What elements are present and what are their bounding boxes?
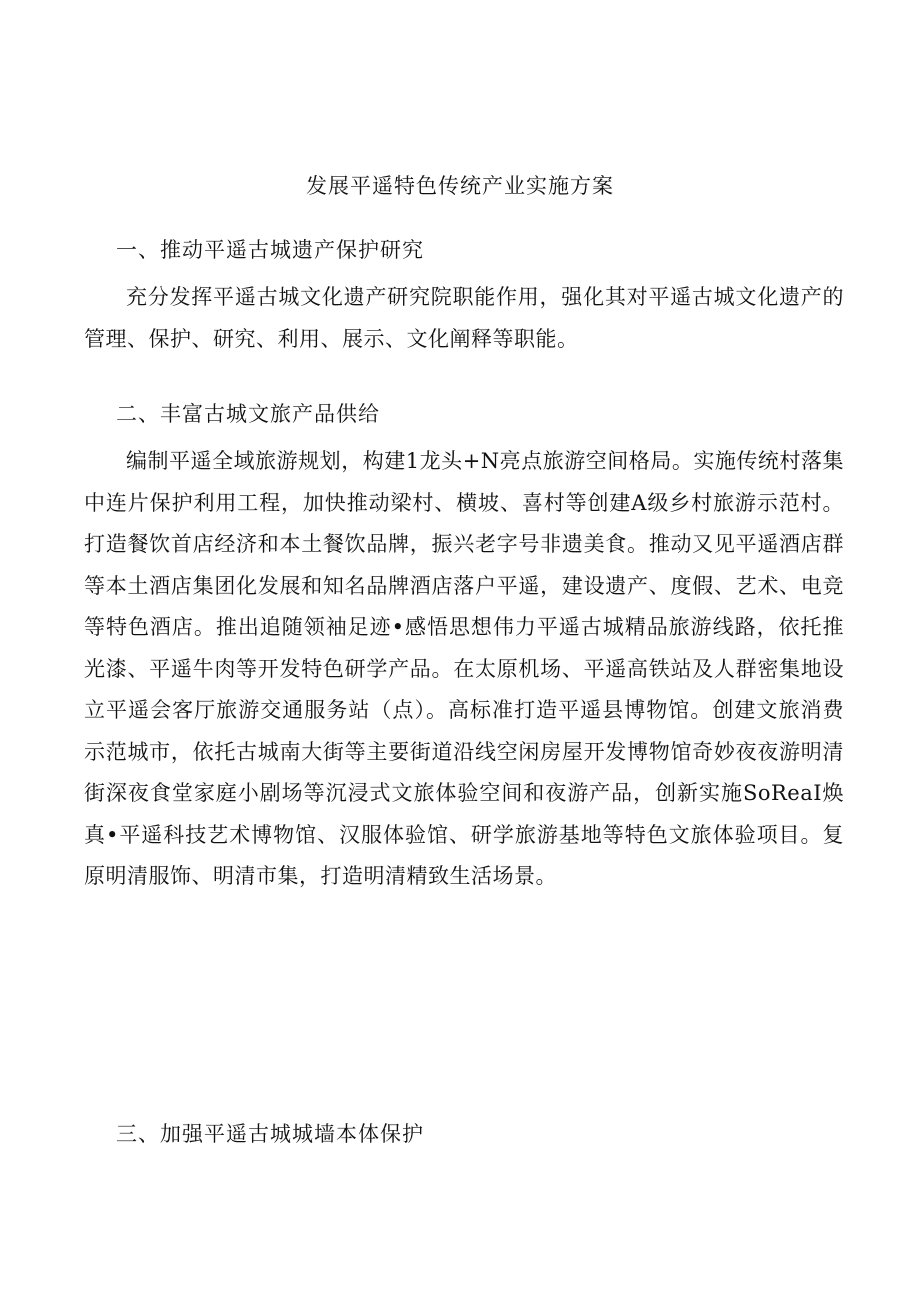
section-heading-1: 一、推动平遥古城遗产保护研究 [116, 238, 424, 262]
section-body-1: 充分发挥平遥古城文化遗产研究院职能作用，强化其对平遥古城文化遗产的管理、保护、研究、利用、展示、文化阐释等职能。 [84, 285, 844, 351]
section-body-2: 编制平遥全域旅游规划，构建1龙头+N亮点旅游空间格局。实施传统村落集中连片保护利用工程，加快推动梁村、横坡、喜村等创建A级乡村旅游示范村。打造餐饮首店经济和本土餐饮品牌，振兴老字号非遗美食。推动又见平遥酒店群等本土酒店集团化发展和知名品牌酒店落户平遥，建设遗产、度假、艺术、电竞等特色酒店。推出追随领袖足迹•感悟思想伟力平遥古城精品旅游线路，依托推光漆、平遥牛肉等开发特色研学产品。在太原机场、平遥高铁站及人群密集地设立平遥会客厅旅游交通服务站（点）。高标准打造平遥县博物馆。创建文旅消费示范城市，依托古城南大街等主要街道沿线空闲房屋开发博物馆奇妙夜夜游明清街深夜食堂家庭小剧场等沉浸式文旅体验空间和夜游产品，创新实施SoReaI焕真•平遥科技艺术博物馆、汉服体验馆、研学旅游基地等特色文旅体验项目。复原明清服饰、明清市集，打造明清精致生活场景。 [84, 449, 844, 888]
document-title: 发展平遥特色传统产业实施方案 [306, 174, 614, 198]
section-heading-3: 三、加强平遥古城城墙本体保护 [116, 1122, 424, 1146]
section-heading-2: 二、丰富古城文旅产品供给 [116, 402, 380, 426]
